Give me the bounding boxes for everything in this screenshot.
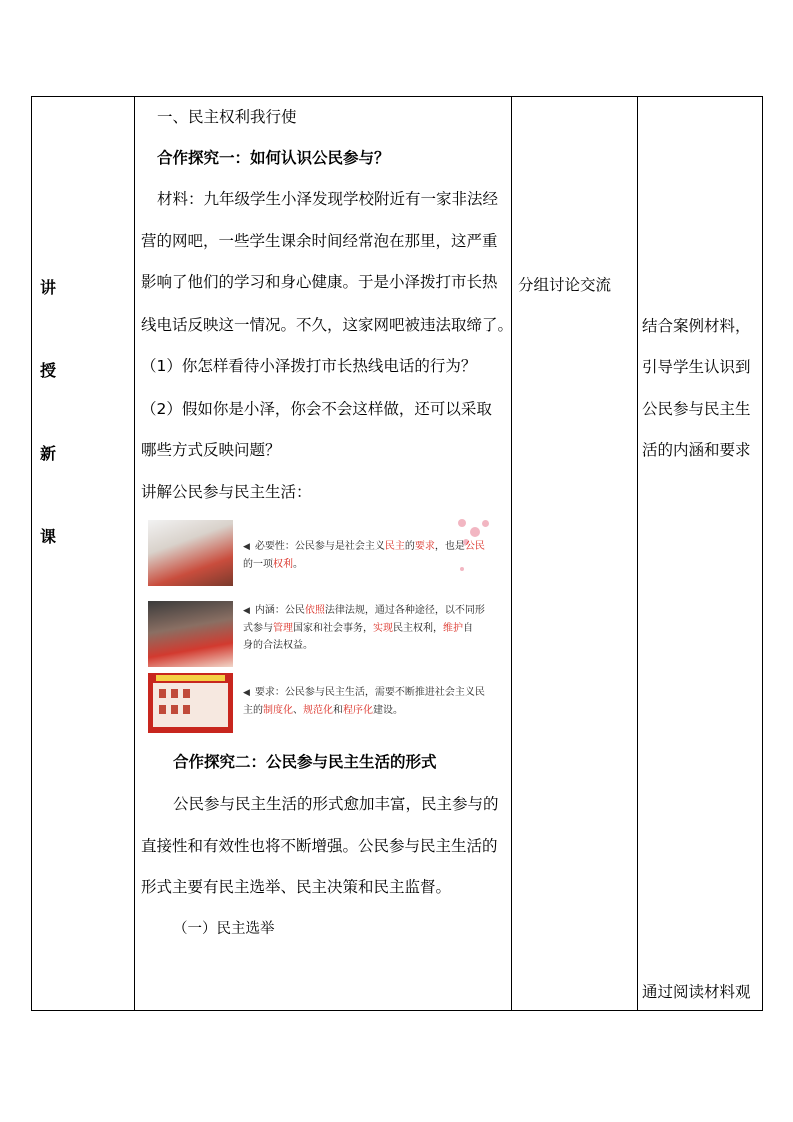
forms-paragraph-line: 公民参与民主生活的形式愈加丰富，民主参与的	[173, 795, 499, 813]
inquiry1-title: 合作探究一：如何认识公民参与？	[157, 149, 390, 167]
blossom-decoration	[458, 519, 466, 527]
forms-paragraph-line: 直接性和有效性也将不断增强。公民参与民主生活的	[141, 837, 498, 855]
inquiry2-title: 合作探究二：公民参与民主生活的形式	[173, 753, 437, 771]
panel-item-necessity: ◀ 必要性：公民参与是社会主义民主的要求，也是公民 的一项权利。	[243, 541, 485, 570]
student-activity: 分组讨论交流	[518, 276, 612, 294]
column-divider	[511, 97, 512, 1010]
blossom-decoration	[482, 520, 489, 527]
question-2-line: （2）假如你是小泽，你会不会这样做，还可以采取	[141, 400, 492, 418]
column-divider	[134, 97, 135, 1010]
blossom-decoration	[470, 527, 480, 537]
panel-photo-community	[148, 520, 233, 586]
material-line: 材料：九年级学生小泽发现学校附近有一家非法经	[157, 190, 499, 208]
slide-panel	[148, 517, 501, 738]
side-label-char: 讲	[40, 278, 57, 297]
triangle-bullet-icon: ◀	[243, 688, 250, 698]
panel-photo-voting	[148, 601, 233, 667]
subsection-election: （一）民主选举	[173, 921, 275, 937]
material-line: 线电话反映这一情况。不久，这家网吧被违法取缔了。	[141, 316, 514, 334]
noticeboard-content	[153, 683, 228, 727]
side-label-char: 新	[40, 444, 57, 463]
side-label-char: 课	[40, 527, 57, 546]
question-1: （1）你怎样看待小泽拨打市长热线电话的行为？	[141, 357, 477, 375]
design-intent-line: 活的内涵和要求	[642, 441, 751, 459]
triangle-bullet-icon: ◀	[243, 606, 250, 616]
explain-heading: 讲解公民参与民主生活：	[141, 483, 312, 501]
column-divider	[637, 97, 638, 1010]
material-line: 营的网吧，一些学生课余时间经常泡在那里，这严重	[141, 232, 498, 250]
question-2-line: 哪些方式反映问题？	[141, 441, 281, 459]
design-intent-line: 引导学生认识到	[642, 358, 751, 376]
design-intent-bottom: 通过阅读材料观	[642, 983, 751, 1001]
noticeboard-banner	[156, 675, 225, 681]
design-intent-line: 结合案例材料，	[642, 317, 751, 335]
panel-item-connotation: ◀ 内涵：公民依照法律法规，通过各种途径，以不同形 式参与管理国家和社会事务，实现民主权利，维护自 身的合法权益。	[243, 605, 485, 651]
material-line: 影响了他们的学习和身心健康。于是小泽拨打市长热	[141, 273, 498, 291]
panel-photo-noticeboard	[148, 673, 233, 733]
forms-paragraph-line: 形式主要有民主选举、民主决策和民主监督。	[141, 878, 452, 896]
triangle-bullet-icon: ◀	[243, 542, 250, 552]
design-intent-line: 公民参与民主生	[642, 400, 751, 418]
side-label-char: 授	[40, 361, 57, 380]
section-title: 一、民主权利我行使	[157, 108, 297, 126]
panel-item-requirement: ◀ 要求：公民参与民主生活，需要不断推进社会主义民 主的制度化、规范化和程序化建设。	[243, 687, 485, 716]
